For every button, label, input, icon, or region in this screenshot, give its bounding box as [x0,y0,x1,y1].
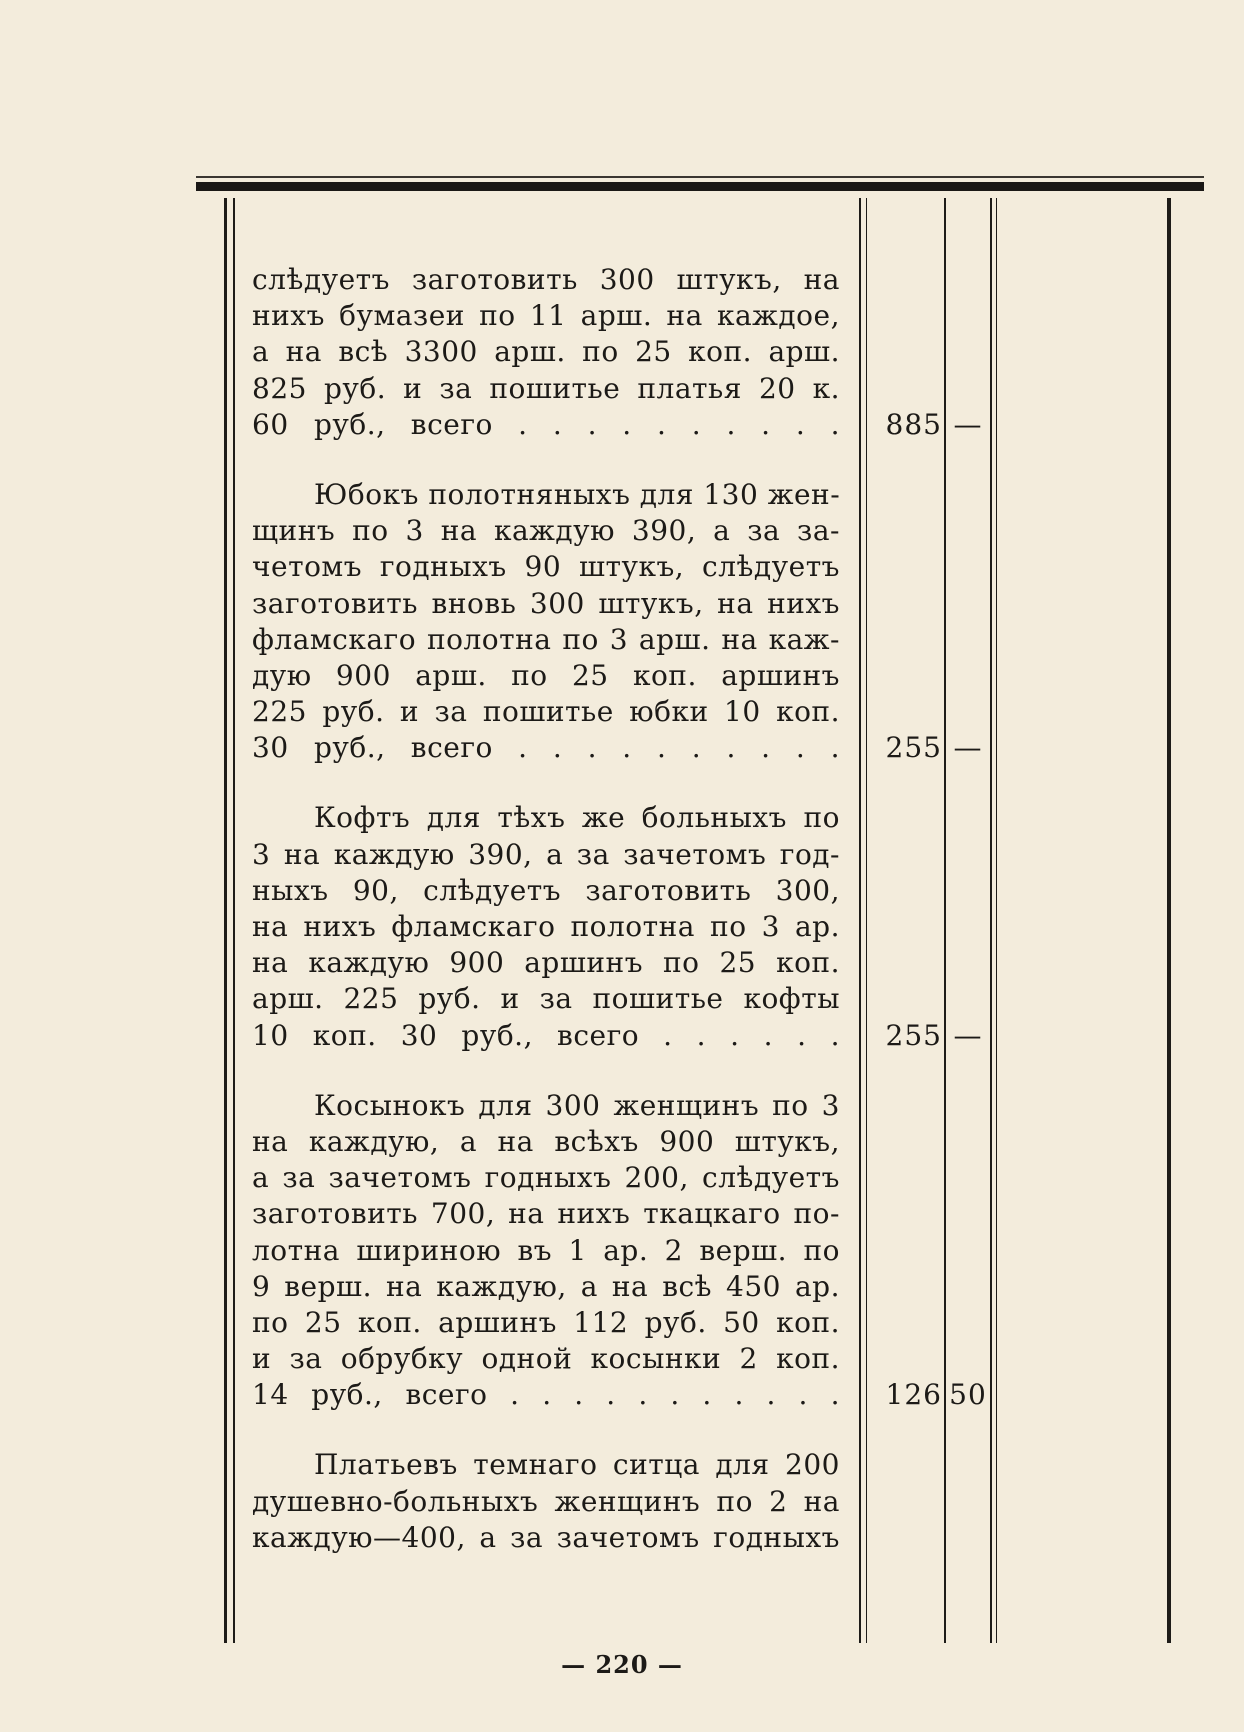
rubles-amount: 255 [885,731,942,765]
entry-line: 825 руб. и за пошитье платья 20 к. [252,371,840,405]
entry-line: и за обрубку одной косынки 2 коп. [252,1342,840,1376]
entry-line: слѣдуетъ заготовить 300 штукъ, на [252,263,840,296]
top-thin-rule [196,176,1204,178]
rubles-amount: 885 [885,407,942,441]
ledger-entry [252,477,840,767]
entry-line: четомъ годныхъ 90 штукъ, слѣдуетъ [252,550,840,584]
entry-line: фламскаго полотна по 3 арш. на каж- [252,622,840,656]
entry-line: на каждую 900 аршинъ по 25 коп. [252,946,840,980]
kopecks-amount: — [953,1018,983,1052]
rubles-column-divider-inner [866,198,867,1643]
entry-line: 10 коп. 30 руб., всего . . . . . . [252,1018,840,1052]
entry-line: 60 руб., всего . . . . . . . . . . [252,407,840,441]
kopecks-column-divider [944,198,946,1643]
ledger-entry [252,1088,840,1414]
left-border-line [224,198,227,1643]
entry-line: Косынокъ для 300 женщинъ по 3 [314,1088,840,1122]
entry-line: а на всѣ 3300 арш. по 25 коп. арш. [252,335,840,369]
entry-line: на каждую, а на всѣхъ 900 штукъ, [252,1124,840,1158]
left-border-line-inner [233,198,235,1643]
entry-line: заготовить вновь 300 штукъ, на нихъ [252,586,840,620]
entry-line: 30 руб., всего . . . . . . . . . . [252,731,840,765]
entry-line: каждую—400, а за зачетомъ годныхъ [252,1520,840,1554]
entry-line: заготовить 700, на нихъ ткацкаго по- [252,1197,840,1231]
ledger-entry [252,800,840,1053]
entry-line: ныхъ 90, слѣдуетъ заготовить 300, [252,873,840,907]
kopecks-column-right-divider [990,198,992,1643]
rubles-column-divider [859,198,861,1643]
entry-line: 9 верш. на каждую, а на всѣ 450 ар. [252,1269,840,1303]
page-number: — 220 — [561,1650,683,1679]
kopecks-amount: — [953,731,983,765]
kopecks-column-right-divider-inner [996,198,997,1643]
entry-line: щинъ по 3 на каждую 390, а за за- [252,514,840,548]
rubles-amount: 126 [885,1378,942,1412]
entry-line: Юбокъ полотняныхъ для 130 жен- [314,477,840,511]
top-thick-rule [196,182,1204,191]
entry-line: на нихъ фламскаго полотна по 3 ар. [252,910,840,943]
entry-line: нихъ бумазеи по 11 арш. на каждое, [252,299,840,333]
entry-line: 14 руб., всего . . . . . . . . . . . [252,1378,840,1412]
ledger-entries [252,262,840,1590]
entry-line: 3 на каждую 390, а за зачетомъ год- [252,837,840,871]
entry-line: Кофтъ для тѣхъ же больныхъ по [314,801,840,835]
rubles-amount: 255 [885,1018,942,1052]
entry-line: душевно-больныхъ женщинъ по 2 на [252,1484,840,1518]
kopecks-amount: 50 [949,1378,987,1412]
ledger-entry [252,1447,840,1556]
entry-line: а за зачетомъ годныхъ 200, слѣдуетъ [252,1161,840,1195]
entry-line: по 25 коп. аршинъ 112 руб. 50 коп. [252,1305,840,1339]
ledger-entry [252,262,840,443]
entry-line: Платьевъ темнаго ситца для 200 [314,1448,840,1482]
right-border-line [1167,198,1171,1643]
entry-line: арш. 225 руб. и за пошитье кофты [252,982,840,1016]
kopecks-amount: — [953,407,983,441]
entry-line: 225 руб. и за пошитье юбки 10 коп. [252,695,840,729]
entry-line: лотна шириною въ 1 ар. 2 верш. по [252,1233,840,1267]
entry-line: дую 900 арш. по 25 коп. аршинъ [252,658,840,692]
